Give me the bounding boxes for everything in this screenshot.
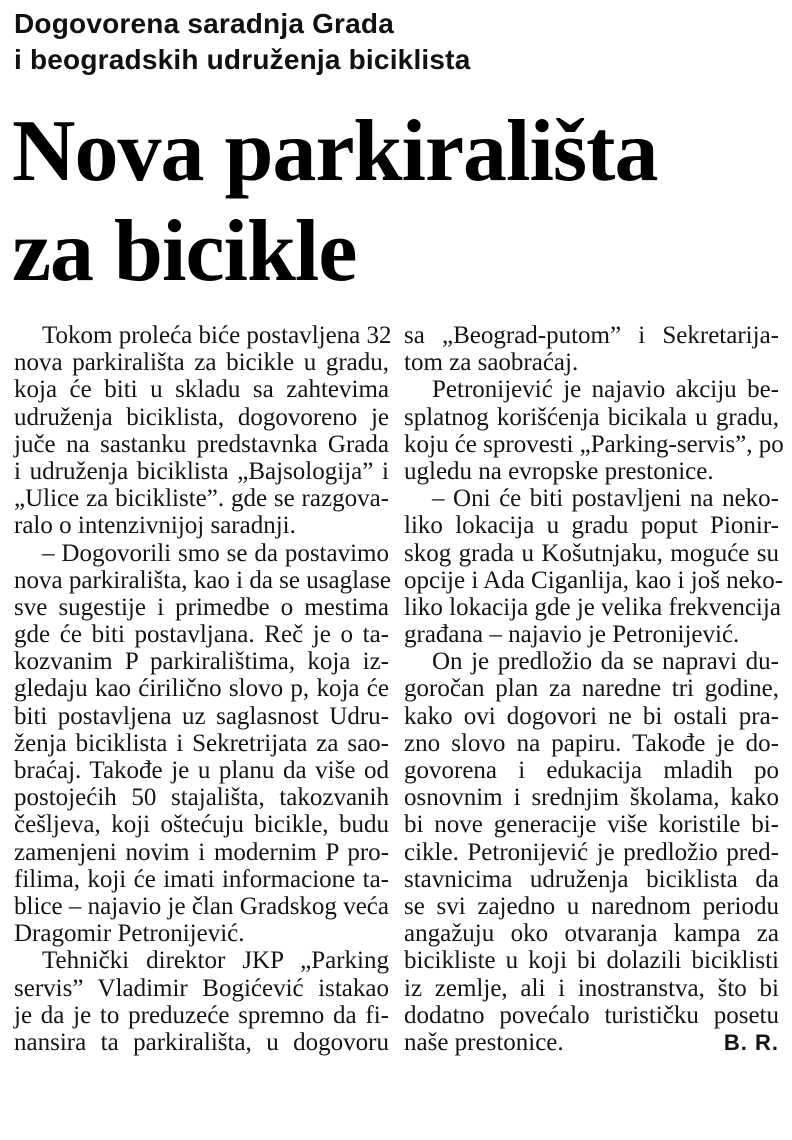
author-signature: B. R. [723,1029,779,1055]
text-line: koja će biti u skladu sa zahtevima [14,376,389,404]
text-line: govorena i edukacija mladih po [404,757,779,784]
text-line: se svi zajedno u narednom periodu [404,892,779,920]
text-line: liko lokacija u gradu poput Pionir- [404,512,779,540]
text-line: češljeva, koji oštećuju bicikle, budu [14,811,389,839]
text-line: Tokom proleća biće postavljena 32 [42,322,392,349]
text-line: biti postavljena uz saglasnost Udru- [14,702,389,730]
kicker [14,6,784,78]
text-line: građana – najavio je Petronijević. [404,621,740,649]
text-line: Tehnički direktor JKP „Parking [42,947,389,975]
text-line: Petronijević je najavio akciju be- [432,376,779,404]
text-line: sa „Beograd-putom” i Sekretarija- [404,322,779,349]
text-line: ženja biciklista i Sekretrijata za sao- [14,729,389,757]
text-line: bi nove generacije više koristile bi- [404,811,779,839]
text-line: udruženja biciklista, dogovoreno je [14,403,389,431]
text-line: kako ovi dogovori ne bi ostali pra- [404,702,779,730]
text-line: gledaju kao ćirilično slovo p, koja će [14,675,389,703]
text-line: – Oni će biti postavljeni na neko- [432,485,779,513]
text-line: juče na sastanku predstavnka Grada [14,430,389,458]
text-line: nova parkirališta, kao i da se usaglase [14,566,391,594]
text-line: naše prestonice. B. R. [404,1028,779,1056]
text-line: bicikliste u koji bi dolazili biciklisti [404,947,779,975]
text-line: – Dogovorili smo se da postavimo [42,539,389,567]
text-line: ugledu na evropske prestonice. [404,457,714,485]
text-line: Dragomir Petronijević. [14,920,245,948]
text-line: filima, koji će imati informacione ta- [14,865,389,893]
text-line: zamenjeni novim i modernim P pro- [14,838,389,866]
text-line: splatnog korišćenja bicikala u gradu, [404,403,779,431]
headline-line: Nova parkirališta [12,103,658,200]
text-line: osnovnim i srednjim školama, kako [404,784,779,812]
text-line: On je predložio da se napravi du- [432,648,779,676]
text-line: nova parkirališta za bicikle u gradu, [14,349,389,377]
kicker-line: i beogradskih udruženja biciklista [14,44,471,75]
text-line: liko lokacija gde je velika frekvencija [404,593,781,621]
text-line: iz zemlje, ali i inostranstva, što bi [404,974,779,1002]
text-line: postojećih 50 stajališta, takozvanih [14,784,389,812]
text-line: sve sugestije i primedbe o mestima [14,593,389,621]
body-column-right [404,322,784,1056]
text-line: blice – najavio je član Gradskog veća [14,892,389,920]
body-column-left [14,322,392,1056]
text-line: koju će sprovesti „Parking-servis”, po [404,430,784,458]
text-line: stavnicima udruženja biciklista da [404,865,779,893]
text-line: kozvanim P parkiralištima, koja iz- [14,648,389,676]
kicker-line: Dogovorena saradnja Grada [14,8,395,39]
text-line: opcije i Ada Ciganlija, kao i još neko- [404,566,784,594]
headline-line: za bicikle [12,203,357,300]
text-line: nansira ta parkirališta, u dogovoru [14,1028,389,1056]
text-line: servis” Vladimir Bogićević istakao [14,974,389,1002]
text-line: „Ulice za bicikliste”. gde se razgova- [14,485,389,513]
text-line: tom za saobraćaj. [404,349,579,377]
text-line: cikle. Petronijević je predložio pred- [404,838,779,866]
text-line: dodatno povećalo turističku posetu [404,1001,779,1029]
text-line: angažuju oko otvaranja kampa za [404,920,779,948]
text-line: braćaj. Takođe je u planu da više od [14,757,389,784]
text-line: zno slovo na papiru. Takođe je do- [404,729,779,757]
headline [12,102,787,302]
text-line: goročan plan za naredne tri godine, [404,675,779,703]
text-line: i udruženja biciklista „Bajsologija” i [14,457,389,485]
text-line: gde će biti postavljana. Reč je o ta- [14,621,389,649]
text-line: ralo o intenzivnijoj saradnji. [14,512,296,540]
text-line: skog grada u Košutnjaku, moguće su [404,539,779,567]
text-line: je da je to preduzeće spremno da fi- [14,1001,389,1029]
